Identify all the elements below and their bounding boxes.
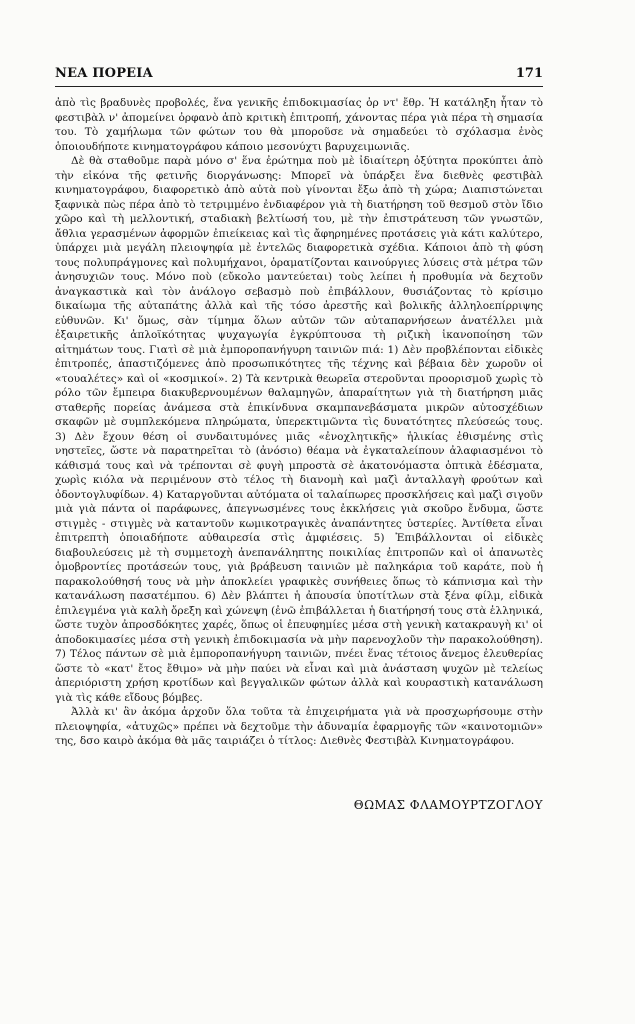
page-number: 171: [515, 66, 543, 81]
page-header: [55, 62, 543, 84]
paragraph-2: Δὲ θὰ σταθοῦμε παρὰ μόνο σ' ἕνα ἐρώτημα ποὺ μὲ ἰδιαίτερη ὀξύτητα προκύπτει ἀπὸ τὴν εἰκόνα τῆς φετινῆς διοργάνωσης: Μπορεῖ νὰ ὑπάρξει ἕνα διεθνὲς φεστιβὰλ κινηματογράφου, διαφορετικὸ ἀπὸ αὐτὰ ποὺ γίνονται ἔξω ἀπὸ τὴ χώρα; Διαπιστώνεται ξαφνικὰ πὼς πέρα ἀπὸ τὸ τετριμμένο ἐνδιαφέρον γιὰ τὴ διατήρηση τοῦ θεσμοῦ στὸν ἴδιο χῶρο καὶ τὴ μελλοντική, σταδιακὴ βελτίωσή του, μὲ τὴν ἐπιστράτευση τῶν γνωστῶν, ἄθλια γερασμένων ἀφορμῶν ἐπιείκειας καὶ τὶς ἄφηρημένες προτάσεις γιὰ κάτι καλύτερο, ὑπάρχει μιὰ μεγάλη πλειοψηφία μὲ ἐντελῶς διαφορετικὰ σχέδια. Κάποιοι ἀπὸ τὴ φύση τους πολυπράγμονες καὶ πολυμήχανοι, ὁραματίζονται καινούργιες λύσεις στὰ μέτρα τῶν ἀνησυχιῶν τους. Μόνο ποὺ (εὔκολο μαντεύεται) τοὺς λείπει ἡ προθυμία νὰ δεχτοῦν ἀναγκαστικὰ καὶ τὸν ἀνάλογο σεβασμὸ ποὺ ἐπιβάλλουν, θυσιάζοντας τὸ κρίσιμο δικαίωμα τῆς αὐταπάτης ἀλλὰ καὶ τῆς τόσο ἀρεστῆς καὶ βολικῆς ἀλληλοεπίρριψης εὐθυνῶν. Κι' ὅμως, σὰν τίμημα ὅλων αὐτῶν τῶν αὐταπαρνήσεων ἀνατέλλει μιὰ ἐξαιρετικῆς ἁπλοϊκότητας ψυχαγωγία ἐγκρύπτουσα τὴ ριζικὴ ἱκανοποίηση τῶν αἰτημάτων τους. Γιατὶ σὲ μιὰ ἐμποροπανήγυρη ταινιῶν πιά: 1) Δὲν προβλέπονται εἰδικὲς ἐπιτροπές, ἀπαστιζόμενες ἀπὸ προσωπικότητες τῆς τέχνης καὶ βέβαια δὲν χωροῦν οἱ «τουαλέτες» καὶ οἱ «κοσμικοί». 2) Τὰ κεντρικὰ θεωρεῖα στεροῦνται προορισμοῦ χωρὶς τὸ ρόλο τῶν ἔμπειρα διακυβερνουμένων θαλαμηγῶν, ἀπαραίτητων γιὰ τὴ διατήρηση μιᾶς σταθερῆς πορείας ἀνάμεσα στὰ ἐπικίνδυνα σκαμπανεβάσματα μικρῶν αὐτοσχέδιων σκαφῶν μὲ συμπλεκόμενα πληρώματα, ὑπερεκτιμῶντα τὶς δυνατότητες πλεύσεώς τους. 3) Δὲν ἔχουν θέση οἱ συνδαιτυμόνες μιᾶς «ἐνοχλητικῆς» ἡλικίας ἐθισμένης στὶς νηστεῖες, ὥστε νὰ παρατηρεῖται τὸ (ἀνόσιο) θέαμα νὰ ἐγκαταλείπουν ἀλαφιασμένοι τὸ κάθισμά τους καὶ νὰ τρέπονται σὲ φυγὴ μπροστὰ σὲ ἀκατονόμαστα ὀπτικὰ ἐδέσματα, χωρὶς κιόλα νὰ περιμένουν στὸ τέλος τὴ διανομὴ καὶ μαζὶ ἀνταλλαγὴ φρούτων καὶ ὀδοντογλυφίδων. 4) Καταργοῦνται αὐτόματα οἱ ταλαίπωρες προσκλήσεις καὶ μαζὶ σιγοῦν μιὰ γιὰ πάντα οἱ παράφωνες, ἀπεγνωσμένες τους ἐκκλήσεις γιὰ σκοῦρο ἔνδυμα, ὥστε στιγμὲς - στιγμὲς νὰ καταντοῦν κωμικοτραγικὲς ἀναπάντητες ὑστερίες. Ἀντίθετα εἶναι ἐπιτρεπτὴ ὁποιαδήποτε αὐθαιρεσία στὶς ἀμφιέσεις. 5) Ἐπιβάλλονται οἱ εἰδικὲς διαβουλεύσεις μὲ τὴ συμμετοχὴ ἀνεπανάληπτης ποικιλίας ἐπιτροπῶν καὶ οἱ ἀπανωτὲς ὁμοβροντίες προτάσεών τους, γιὰ βράβευση ταινιῶν μὲ παληκάρια τοῦ καράτε, ποὺ ἡ παρακολούθησή τους νὰ μὴν ἀποκλείει γραφικὲς συνήθειες ὅπως τὸ κάπνισμα καὶ τὴν κατανάλωση πασατέμπου. 6) Δὲν βλάπτει ἡ ἀπουσία ὑποτίτλων στὰ ξένα φίλμ, εἰδικὰ ἐπιλεγμένα γιὰ καλὴ ὄρεξη καὶ χώνεψη (ἐνῶ ἐπιβάλλεται ἡ διατήρησή τους στὰ ἑλληνικά, ὥστε τυχὸν ἀπροσδόκητες χαρές, ὅπως οἱ ἐπευφημίες μέσα στὴ γενικὴ κατακραυγὴ κι' οἱ ἀποδοκιμασίες μέσα στὴ γενικὴ ἐπιδοκιμασία νὰ μὴν παρενοχλοῦν τὴν παρακολούθηση). 7) Τέλος πάντων σὲ μιὰ ἐμποροπανήγυρη ταινιῶν, πνέει ἕνας τέτοιος ἄνεμος ἐλευθερίας ὥστε τὸ «κατ' ἔτος ἔθιμο» νὰ μὴν παύει νὰ εἶναι καὶ μιὰ ἀνάσταση ψυχῶν μὲ τελείως ἀπεριόριστη χρήση κροτίδων καὶ βεγγαλικῶν φώτων ἀλλὰ καὶ κουραστικὴ κατανάλωση γιὰ τὶς κάθε εἴδους βόμβες.: [55, 155, 543, 704]
author-signature: ΘΩΜΑΣ ΦΛΑΜΟΥΡΤΖΟΓΛΟΥ: [353, 798, 543, 812]
journal-title: ΝΕΑ ΠΟΡΕΙΑ: [55, 66, 153, 81]
paragraph-3: Ἀλλὰ κι' ἂν ἀκόμα ἀρχοῦν ὅλα τοῦτα τὰ ἐπιχειρήματα γιὰ νὰ προσχωρήσουμε στὴν πλειοψηφία, «ἀτυχῶς» πρέπει νὰ δεχτοῦμε τὴν ἀδυναμία ἐφαρμογῆς τῶν «καινοτομιῶν» της, δσο καιρὸ ἀκόμα θὰ μᾶς ταιριάζει ὁ τίτλος: Διεθνὲς Φεστιβὰλ Κινηματογράφου.: [55, 706, 543, 747]
paragraph-1: ἀπὸ τὶς βραδυνὲς προβολές, ἕνα γενικῆς ἐπιδοκιμασίας ὀρ ντ' ἔθρ. Ἡ κατάληξη ἦταν τὸ φεστιβὰλ ν' ἀπομείνει ὀρφανὸ ἀπὸ κριτικὴ ἐπιτροπή, χάνοντας πέρα γιὰ πέρα τὴ σημασία του. Τὸ χαμήλωμα τῶν φώτων του θὰ μποροῦσε νὰ σημαδεύει τὸ σχόλασμα ἑνὸς ὁποιουδήποτε κινηματογράφου κάποιο μεσονύχτι βαρυχειμωνιᾶς.: [55, 97, 543, 153]
header-rule: [55, 86, 543, 87]
article-body: [55, 96, 543, 749]
